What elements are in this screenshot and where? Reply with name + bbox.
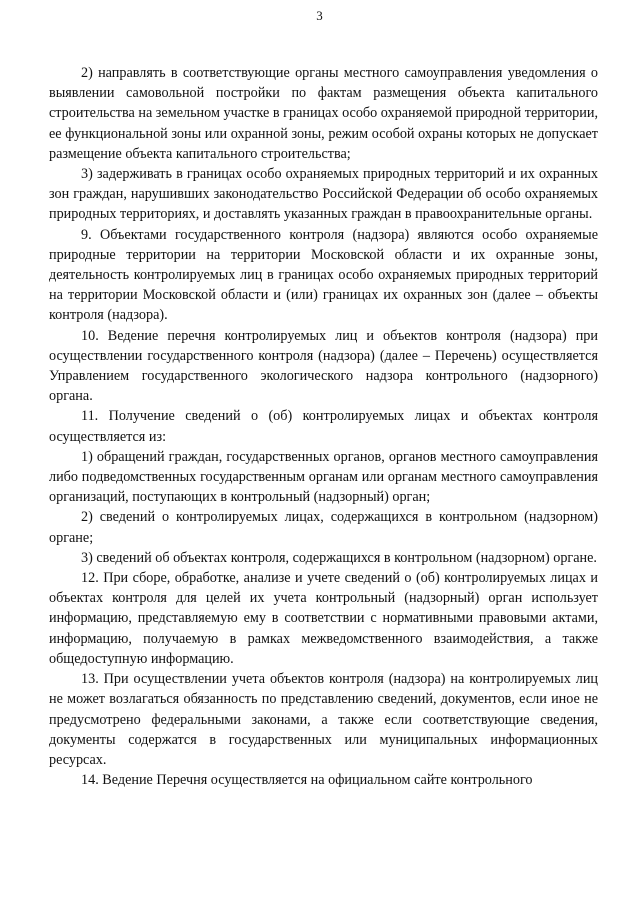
paragraph-14-register-website: 14. Ведение Перечня осуществляется на официальном сайте контрольного	[81, 772, 533, 789]
paragraph-item-1-appeals: 1) обращений граждан, государственных органов, органов местного самоуправления либо подведомственных государственным органам или органам местного самоуправления организаций, поступающих в контрольный (надзорный) орган;	[49, 448, 598, 506]
paragraph-13-no-obligation: 13. При осуществлении учета объектов контроля (надзора) на контролируемых лиц не может возлагаться обязанность по представлению сведений, документов, если иное не предусмотрено федеральными законами, а также если соответствующие сведения, документы содержатся в государственных или муниципальных информационных ресурсах.	[49, 671, 598, 768]
paragraph-item-2-notify: 2) направлять в соответствующие органы местного самоуправления уведомления о выявлении самовольной постройки по фактам размещения объекта капитального строительства на земельном участке в границах особо охраняемой природной территории, ее функциональной зоны или охранной зоны, режим особой охраны которых не допускает размещение объекта капитального строительства;	[49, 65, 598, 162]
paragraph-11-information-sources: 11. Получение сведений о (об) контролируемых лицах и объектах контроля осуществляется из:	[49, 408, 598, 445]
paragraph-9-control-objects: 9. Объектами государственного контроля (надзора) являются особо охраняемые природные территории на территории Московской области и их охранные зоны, деятельность контролируемых лиц в границах особо охраняемых природных территорий на территории Московской области и (или) границах их охранных зон (далее – объекты контроля (надзора).	[49, 226, 598, 324]
paragraph-item-2-persons-data: 2) сведений о контролируемых лицах, содержащихся в контрольном (надзорном) органе;	[49, 509, 598, 546]
paragraph-10-register: 10. Ведение перечня контролируемых лиц и объектов контроля (надзора) при осуществлении государственного контроля (надзора) (далее – Перечень) осуществляется Управлением государственного экологического надзора контрольного (надзорного) органа.	[49, 327, 598, 405]
paragraph-item-3-objects-data: 3) сведений об объектах контроля, содержащихся в контрольном (надзорном) органе.	[81, 549, 597, 566]
page-number: 3	[316, 8, 323, 23]
paragraph-12-information-use: 12. При сборе, обработке, анализе и учете сведений о (об) контролируемых лицах и объектах контроля для целей их учета контрольный (надзорный) орган использует информацию, представляемую ему в соответствии с нормативными правовыми актами, информацию, получаемую в рамках межведомственного взаимодействия, а также общедоступную информацию.	[49, 570, 598, 667]
paragraph-item-3-detain: 3) задерживать в границах особо охраняемых природных территорий и их охранных зон граждан, нарушивших законодательство Российской Федерации об особо охраняемых природных территориях, и доставлять указанных граждан в правоохранительные органы.	[49, 166, 598, 223]
document-body	[49, 63, 598, 790]
